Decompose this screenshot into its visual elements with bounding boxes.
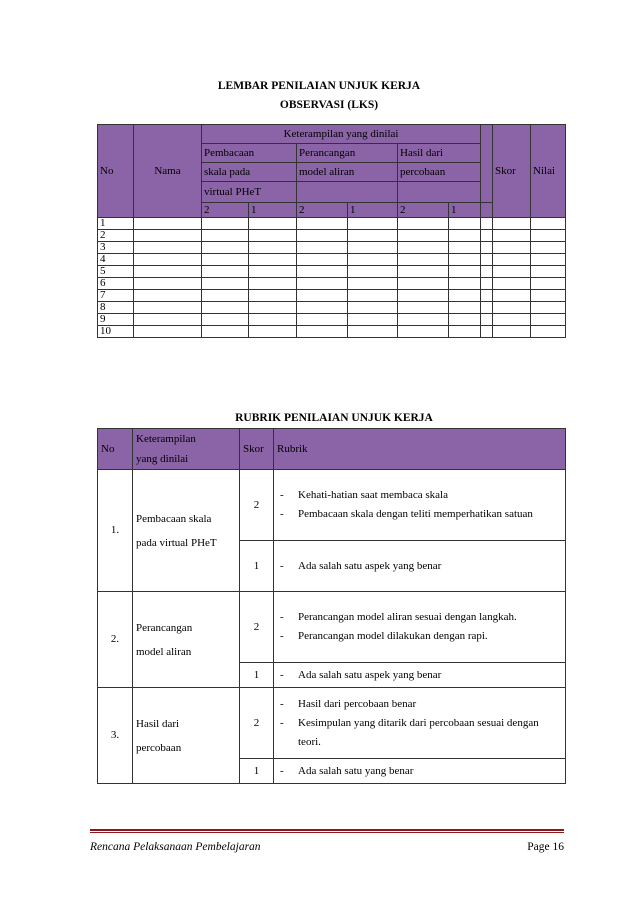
table-cell: [249, 326, 297, 338]
table-row: [98, 302, 566, 314]
table-row: [98, 278, 566, 290]
footer-rule: [90, 829, 564, 831]
table-cell: [134, 302, 202, 314]
row-number: 6: [98, 278, 134, 290]
table-cell: [493, 290, 531, 302]
rubrik-col-rubrik: Rubrik: [274, 429, 566, 470]
table-cell: [134, 254, 202, 266]
table-cell: [398, 302, 449, 314]
keterampilan-header: Keterampilan yang dinilai: [202, 125, 481, 144]
row-number: 8: [98, 302, 134, 314]
rubrik-score: 2: [240, 688, 274, 759]
table-cell: [531, 326, 566, 338]
table-cell: [348, 230, 398, 242]
skill-1-line2: skala pada: [202, 163, 297, 182]
lks-title: LEMBAR PENILAIAN UNJUK KERJA: [217, 80, 421, 92]
rubrik-row: [98, 470, 566, 541]
skill-1-line1: Pembacaan: [202, 144, 297, 163]
table-cell: [531, 266, 566, 278]
table-cell: [348, 290, 398, 302]
score-2: 2: [202, 203, 249, 218]
skill-2-line1: Perancangan: [297, 144, 398, 163]
table-cell: [449, 230, 481, 242]
rubrik-col-keterampilan: [133, 429, 240, 470]
rubrik-criterion: - Kesimpulan yang ditarik dari percobaan sesuai dengan teori.: [280, 716, 539, 748]
table-cell: [449, 326, 481, 338]
table-cell: [249, 242, 297, 254]
table-cell: [348, 302, 398, 314]
rubrik-criterion: - Pembacaan skala dengan teliti memperhatikan satuan: [280, 508, 533, 520]
table-cell: [493, 326, 531, 338]
table-cell: [134, 218, 202, 230]
row-number: 10: [98, 326, 134, 338]
col-nama: Nama: [134, 125, 202, 218]
rubrik-row: [98, 592, 566, 663]
table-cell: [493, 230, 531, 242]
col-nilai: Nilai: [531, 125, 566, 218]
row-number: 9: [98, 314, 134, 326]
table-cell: [202, 254, 249, 266]
table-cell: [249, 254, 297, 266]
table-cell: [202, 290, 249, 302]
rubrik-item-no: 3.: [98, 688, 133, 784]
table-cell: [493, 266, 531, 278]
rubrik-criteria: [274, 759, 566, 784]
table-row: [98, 230, 566, 242]
table-row: [98, 266, 566, 278]
table-cell: [348, 266, 398, 278]
table-cell: [249, 230, 297, 242]
table-cell: [134, 326, 202, 338]
row-number: 2: [98, 230, 134, 242]
table-cell: [398, 314, 449, 326]
rubrik-col-ket-line2: yang dinilai: [136, 453, 189, 465]
skill-3-line1: Hasil dari: [398, 144, 481, 163]
table-cell: [297, 326, 348, 338]
table-cell: [297, 218, 348, 230]
table-cell: [134, 230, 202, 242]
table-cell: [297, 302, 348, 314]
table-cell: [249, 266, 297, 278]
table-cell: [398, 326, 449, 338]
table-cell: [493, 302, 531, 314]
table-cell: [449, 218, 481, 230]
row-number: 4: [98, 254, 134, 266]
table-cell: [202, 314, 249, 326]
table-cell: [297, 266, 348, 278]
table-cell: [493, 278, 531, 290]
rubrik-score: 2: [240, 592, 274, 663]
skill-3-line2: percobaan: [398, 163, 481, 182]
score-2: 2: [297, 203, 348, 218]
table-cell: [202, 242, 249, 254]
rubrik-criterion: - Ada salah satu yang benar: [280, 764, 414, 777]
table-cell: [202, 230, 249, 242]
table-cell: [202, 218, 249, 230]
table-cell: [348, 218, 398, 230]
row-number: 7: [98, 290, 134, 302]
table-cell: [249, 278, 297, 290]
table-cell: [449, 314, 481, 326]
table-cell: [348, 254, 398, 266]
table-cell: [348, 278, 398, 290]
col-no: No: [98, 125, 134, 218]
footer-doc-title: Rencana Pelaksanaan Pembelajaran: [90, 841, 261, 853]
rubrik-score: 1: [240, 759, 274, 784]
rubrik-col-skor: Skor: [240, 429, 274, 470]
table-cell: [531, 230, 566, 242]
table-cell: [348, 314, 398, 326]
table-cell: [249, 314, 297, 326]
rubrik-score: 2: [240, 470, 274, 541]
score-2: 2: [398, 203, 449, 218]
score-1: 1: [449, 203, 481, 218]
rubrik-col-ket-line1: Keterampilan: [136, 433, 196, 445]
table-cell: [249, 290, 297, 302]
rubrik-row: [98, 688, 566, 759]
rubrik-score: 1: [240, 663, 274, 688]
table-cell: [493, 314, 531, 326]
rubrik-criterion: - Perancangan model dilakukan dengan rapi.: [280, 630, 488, 642]
table-cell: [531, 314, 566, 326]
table-cell: [134, 278, 202, 290]
rubrik-score: 1: [240, 541, 274, 592]
row-number: 3: [98, 242, 134, 254]
rubrik-table: [97, 428, 566, 784]
rubrik-criteria: [274, 663, 566, 688]
row-number: 1: [98, 218, 134, 230]
rubrik-skill: Perancangan model aliran: [133, 592, 240, 688]
table-cell: [398, 218, 449, 230]
table-cell: [134, 314, 202, 326]
table-cell: [348, 326, 398, 338]
table-cell: [449, 302, 481, 314]
rubrik-criterion: - Ada salah satu aspek yang benar: [280, 668, 442, 681]
col-skor: Skor: [493, 125, 531, 218]
table-cell: [531, 302, 566, 314]
table-cell: [531, 242, 566, 254]
table-cell: [297, 314, 348, 326]
table-cell: [449, 278, 481, 290]
footer-rule-thin: [90, 832, 564, 833]
table-cell: [297, 278, 348, 290]
table-cell: [531, 278, 566, 290]
score-1: 1: [348, 203, 398, 218]
table-cell: [348, 242, 398, 254]
table-cell: [134, 290, 202, 302]
table-cell: [297, 242, 348, 254]
rubrik-item-no: 2.: [98, 592, 133, 688]
lks-table: [97, 124, 566, 338]
table-cell: [398, 230, 449, 242]
table-cell: [202, 302, 249, 314]
table-cell: [202, 326, 249, 338]
table-cell: [297, 230, 348, 242]
table-cell: [398, 278, 449, 290]
table-row: [98, 242, 566, 254]
table-row: [98, 218, 566, 230]
table-cell: [449, 266, 481, 278]
rubrik-criterion: - Hasil dari percobaan benar: [280, 697, 417, 710]
table-cell: [493, 242, 531, 254]
footer-page-number: Page 16: [527, 841, 564, 853]
table-cell: [449, 254, 481, 266]
table-cell: [531, 254, 566, 266]
table-row: [98, 254, 566, 266]
table-cell: [398, 242, 449, 254]
rubrik-col-no: No: [98, 429, 133, 470]
rubrik-skill: Hasil dari percobaan: [133, 688, 240, 784]
table-cell: [297, 254, 348, 266]
rubrik-criteria: [274, 541, 566, 592]
rubrik-skill: Pembacaan skala pada virtual PHeT: [133, 470, 240, 592]
rubrik-item-no: 1.: [98, 470, 133, 592]
table-cell: [531, 218, 566, 230]
table-row: [98, 314, 566, 326]
table-cell: [297, 290, 348, 302]
table-row: [98, 290, 566, 302]
table-cell: [134, 266, 202, 278]
rubrik-criteria: [274, 592, 566, 663]
rubrik-criteria: [274, 470, 566, 541]
table-row: [98, 326, 566, 338]
lks-subtitle: OBSERVASI (LKS): [279, 99, 379, 111]
table-cell: [134, 242, 202, 254]
rubrik-title: RUBRIK PENILAIAN UNJUK KERJA: [235, 412, 433, 424]
row-number: 5: [98, 266, 134, 278]
table-cell: [249, 218, 297, 230]
table-cell: [398, 266, 449, 278]
table-cell: [493, 254, 531, 266]
rubrik-criteria: [274, 688, 566, 759]
table-cell: [202, 266, 249, 278]
rubrik-criterion: - Ada salah satu aspek yang benar: [280, 559, 442, 572]
table-cell: [202, 278, 249, 290]
skill-1-line3: virtual PHeT: [202, 182, 297, 203]
rubrik-criterion: - Kehati-hatian saat membaca skala: [280, 489, 448, 501]
table-cell: [449, 242, 481, 254]
table-cell: [493, 218, 531, 230]
table-cell: [531, 290, 566, 302]
table-cell: [449, 290, 481, 302]
rubrik-criterion: - Perancangan model aliran sesuai dengan langkah.: [280, 611, 517, 623]
table-cell: [398, 290, 449, 302]
score-1: 1: [249, 203, 297, 218]
table-cell: [249, 302, 297, 314]
skill-2-line2: model aliran: [297, 163, 398, 182]
table-cell: [398, 254, 449, 266]
